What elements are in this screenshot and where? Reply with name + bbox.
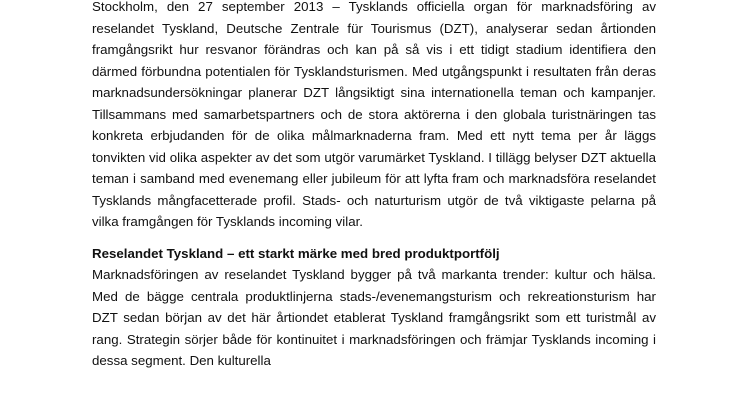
section-paragraph: Marknadsföringen av reselandet Tyskland bygger på två markanta trender: kultur och hälsa. Med de bägge centrala produktlinjerna stads-/evenemangsturism och rekreationsturism har DZT sedan början av det här årtiondet etablerat Tyskland framgångsrikt som ett turistmål av rang. Strategin sörjer både för kontinuitet i marknadsföringen och främjar Tysklands incoming i dessa segment. Den kulturella bbox=[92, 267, 656, 368]
intro-paragraph: Stockholm, den 27 september 2013 – Tysklands officiella organ för marknadsföring av reselandet Tyskland, Deutsche Zentrale für Tourismus (DZT), analyserar sedan årtionden framgångsrikt hur resvanor förändras och kan på så vis i ett tidigt stadium identifiera den därmed förbundna potentialen för Tysklandsturismen. Med utgångspunkt i resultaten från deras marknadsundersökningar planerar DZT långsiktigt sina internationella teman och kampanjer. Tillsammans med samarbetspartners och de stora aktörerna i den globala turistnäringen tas konkreta erbjudanden för de olika målmarknaderna fram. Med ett nytt tema per år läggs tonvikten vid olika aspekter av det som utgör varumärket Tyskland. I tillägg belyser DZT aktuella teman i samband med evenemang eller jubileum för att lyfta fram och marknadsföra reselandet Tysklands mångfacetterade profil. Stads- och naturturism utgör de två viktigaste pelarna på vilka framgången för Tysklands incoming vilar. bbox=[92, 0, 656, 229]
section-heading: Reselandet Tyskland – ett starkt märke med bred produktportfölj bbox=[92, 245, 500, 261]
document-page bbox=[92, 0, 656, 372]
